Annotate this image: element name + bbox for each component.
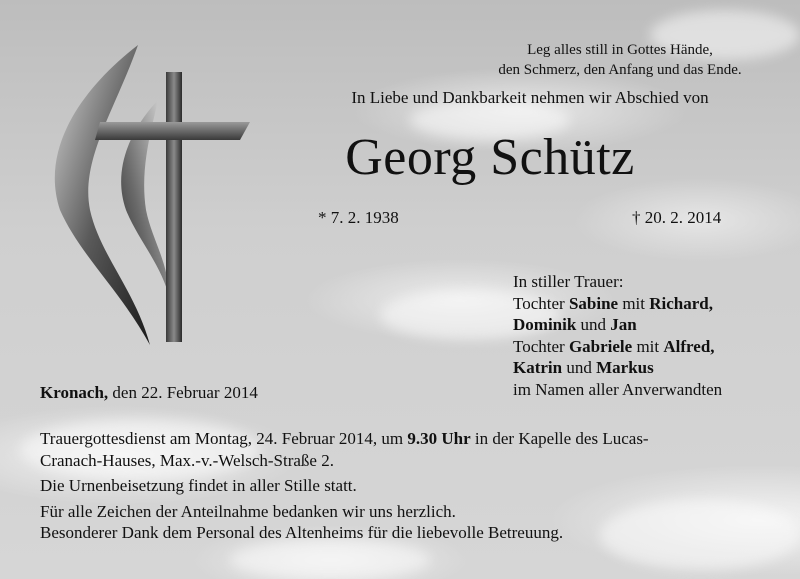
urn-info: Die Urnenbeisetzung findet in aller Stille statt. xyxy=(40,476,357,495)
notice-details xyxy=(40,428,780,544)
birth-date: * 7. 2. 1938 xyxy=(318,208,399,227)
thanks-line: Für alle Zeichen der Anteilnahme bedanken wir uns herzlich. xyxy=(40,501,456,521)
mourner-line: Tochter Sabine mit Richard, xyxy=(513,293,713,313)
mourners-closing: im Namen aller Anverwandten xyxy=(513,379,723,399)
death-date: † 20. 2. 2014 xyxy=(632,208,722,227)
mourner-line: Katrin und Markus xyxy=(513,358,654,377)
mourners-heading: In stiller Trauer: xyxy=(513,272,624,291)
service-info: Trauergottesdienst am Montag, 24. Februar 2014, um 9.30 Uhr in der Kapelle des Lucas- Cranach-Hauses, Max.-v.-Welsch-Straße 2. xyxy=(40,429,649,470)
cloud-decoration xyxy=(230,540,430,579)
cross-with-flame-icon xyxy=(40,40,255,350)
mourner-line: Dominik und Jan xyxy=(513,315,637,334)
mourner-line: Tochter Gabriele mit Alfred, xyxy=(513,336,715,356)
place-and-date xyxy=(40,383,258,403)
deceased-name: Georg Schütz xyxy=(345,129,635,186)
place-city: Kronach, xyxy=(40,383,109,402)
service-time: 9.30 Uhr xyxy=(407,429,471,448)
motto-line: den Schmerz, den Anfang und das Ende. xyxy=(498,62,742,78)
mourners-list xyxy=(513,271,793,400)
thanks-line: Besonderer Dank dem Personal des Altenheims für die liebevolle Betreuung. xyxy=(40,523,564,542)
motto-line: Leg alles still in Gottes Hände, xyxy=(527,42,713,58)
motto-verse xyxy=(470,40,770,80)
intro-text: In Liebe und Dankbarkeit nehmen wir Abschied von xyxy=(351,88,709,107)
notice-date: den 22. Februar 2014 xyxy=(112,383,258,402)
